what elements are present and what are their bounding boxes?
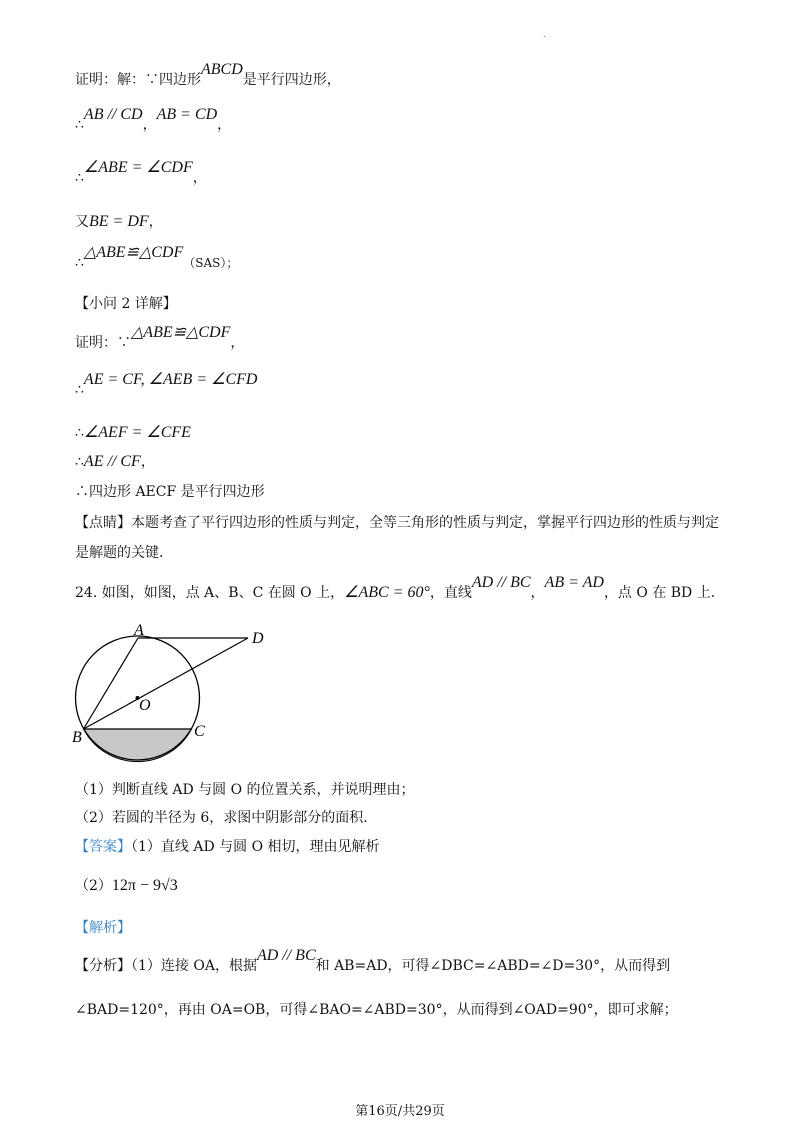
label-b: B: [72, 729, 82, 746]
shaded-segment: [84, 729, 192, 762]
proof2-line3: ∴∠AEF = ∠CFE: [75, 424, 191, 441]
proof2-line5: ∴四边形 AECF 是平行四边形: [75, 484, 265, 500]
analysis-line2: ∠BAD=120°，再由 OA=OB，可得∠BAO=∠ABD=30°，从而得到∠OAD=90°，即可求解；: [75, 1002, 678, 1018]
q24-sub2: （2）若圆的半径为 6，求图中阴影部分的面积.: [75, 810, 368, 826]
label-d: D: [252, 630, 264, 647]
comment-line2: 是解题的关键.: [75, 545, 164, 561]
analysis-label: 【解析】: [75, 920, 131, 936]
line-ao: [138, 638, 139, 698]
answer-line1: 【答案】（1）直线 AD 与圆 O 相切，理由见解析: [75, 839, 380, 855]
proof2-line1: 证明：∵△ABE≌△CDF，: [75, 324, 245, 351]
line-bd: [84, 638, 249, 729]
label-o: O: [139, 697, 151, 714]
label-a: A: [134, 622, 144, 639]
label-c: C: [194, 723, 205, 740]
proof1-line2: ∴AB // CD，AB = CD，: [75, 106, 232, 133]
q24-stem: 24. 如图，如图，点 A、B、C 在圆 O 上，∠ABC = 60°，直线AD // BC，AB = AD，点 O 在 BD 上.: [75, 574, 716, 601]
math-abcd: ABCD: [201, 61, 243, 78]
proof1-line4: 又BE = DF，: [75, 213, 163, 230]
header-dot: .: [543, 30, 546, 39]
proof1-line3: ∴∠ABE = ∠CDF，: [75, 159, 207, 186]
proof1-line1: 证明：解：∵四边形ABCD是平行四边形，: [75, 61, 341, 88]
analysis-line1: 【分析】（1）连接 OA，根据AD // BC和 AB=AD，可得∠DBC=∠ABD=∠D=30°，从而得到: [75, 947, 671, 974]
proof1-line5: ∴△ABE≌△CDF（SAS）；: [75, 244, 239, 271]
line-ab: [84, 638, 139, 729]
answer-line2: （2）12π − 9√3: [75, 877, 178, 894]
q24-sub1: （1）判断直线 AD 与圆 O 的位置关系，并说明理由；: [75, 782, 415, 798]
proof2-line2: ∴AE = CF, ∠AEB = ∠CFD: [75, 371, 258, 398]
comment-line1: 【点睛】本题考查了平行四边形的性质与判定，全等三角形的性质与判定，掌握平行四边形的性质与判定: [75, 515, 719, 531]
q24-figure: [60, 615, 280, 775]
part2-title: 【小问 2 详解】: [75, 296, 177, 312]
proof2-line4: ∴AE // CF，: [75, 453, 155, 470]
page-footer: 第16页/共29页: [355, 1104, 445, 1119]
